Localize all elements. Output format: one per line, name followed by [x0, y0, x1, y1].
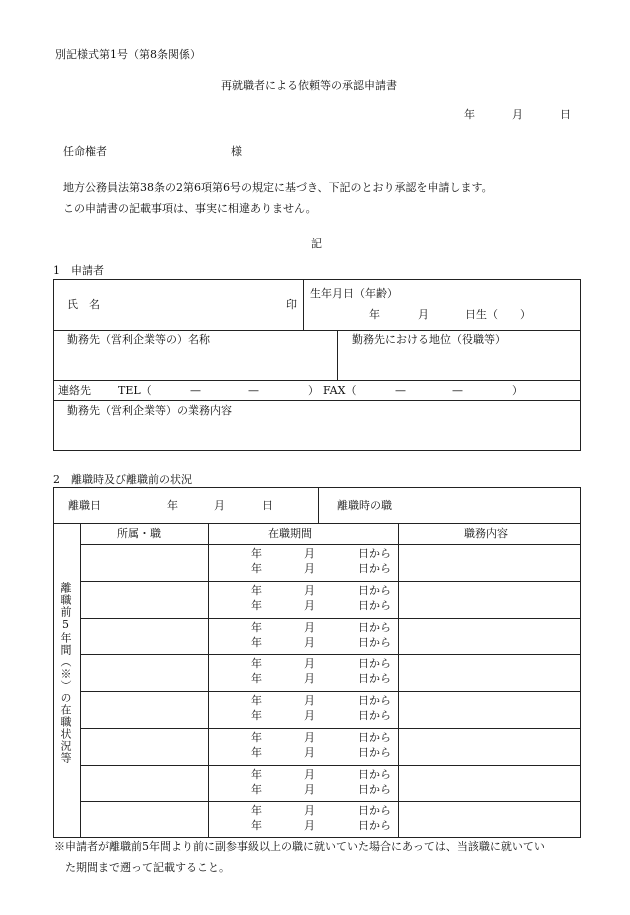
period-year-label: 年 [251, 730, 262, 744]
period-from-label: 日から [358, 672, 391, 686]
period-month-label: 月 [304, 635, 315, 649]
ki-label: 記 [311, 237, 322, 250]
period-from-label: 日から [358, 620, 391, 634]
period-from-label: 日から [358, 782, 391, 796]
period-from-label: 日から [358, 547, 391, 560]
retire-year-label: 年 [167, 499, 178, 512]
fax-label: FAX（ [323, 384, 357, 397]
period-month-label: 月 [304, 583, 315, 597]
tel-label: TEL（ [118, 384, 152, 397]
form-title: 再就職者による依頼等の承認申請書 [221, 79, 397, 92]
period-year-label: 年 [251, 709, 262, 722]
birth-year-label: 年 [369, 308, 380, 321]
period-year-label: 年 [251, 694, 262, 707]
period-from-label: 日から [358, 745, 391, 759]
period-month-label: 月 [304, 745, 315, 759]
name-label: 氏 名 [67, 298, 100, 311]
period-month-label: 月 [304, 657, 315, 671]
period-month-label: 月 [304, 730, 315, 744]
period-year-label: 年 [251, 583, 262, 597]
retire-date-label: 離職日 [68, 499, 101, 512]
period-month-label: 月 [304, 782, 315, 796]
period-from-label: 日から [358, 635, 391, 649]
retire-position-label: 離職時の職 [337, 499, 392, 512]
intro-line-2: この申請書の記載事項は、事実に相違ありません。 [63, 202, 317, 215]
period-year-label: 年 [251, 657, 262, 671]
col-period-header: 在職期間 [268, 527, 312, 540]
addressee-honorific: 様 [231, 145, 242, 158]
period-year-label: 年 [251, 782, 262, 796]
period-from-label: 日から [358, 767, 391, 781]
applicant-table [53, 279, 581, 451]
period-month-label: 月 [304, 620, 315, 634]
tel-close: ） [308, 384, 319, 397]
col-affiliation-header: 所属・職 [117, 527, 161, 540]
employer-name-label: 勤務先（営利企業等の）名称 [67, 333, 210, 346]
section1-heading: 1 申請者 [53, 264, 104, 277]
fax-dash-2: — [452, 384, 463, 397]
tel-dash-2: — [248, 384, 259, 397]
period-from-label: 日から [358, 804, 391, 818]
period-year-label: 年 [251, 635, 262, 649]
period-from-label: 日から [358, 694, 391, 707]
period-year-label: 年 [251, 745, 262, 759]
period-month-label: 月 [304, 562, 315, 575]
period-from-label: 日から [358, 819, 391, 833]
section2-heading: 2 離職時及び離職前の状況 [53, 473, 192, 486]
col-duties-header: 職務内容 [464, 527, 508, 540]
contact-label: 連絡先 [58, 384, 91, 397]
birth-label: 生年月日（年齢） [310, 287, 398, 300]
date-day-label: 日 [560, 108, 571, 121]
period-from-label: 日から [358, 709, 391, 722]
fax-close: ） [512, 384, 523, 397]
retire-day-label: 日 [262, 499, 273, 512]
seal-mark: 印 [286, 298, 297, 311]
period-month-label: 月 [304, 598, 315, 612]
fax-dash-1: — [395, 384, 406, 397]
period-month-label: 月 [304, 694, 315, 707]
period-year-label: 年 [251, 547, 262, 560]
retire-month-label: 月 [214, 499, 225, 512]
period-month-label: 月 [304, 547, 315, 560]
birth-day-label: 日生（ ） [465, 308, 531, 321]
period-month-label: 月 [304, 672, 315, 686]
date-month-label: 月 [512, 108, 523, 121]
period-from-label: 日から [358, 562, 391, 575]
intro-line-1: 地方公務員法第38条の2第6項第6号の規定に基づき、下記のとおり承認を申請します。 [63, 181, 493, 194]
period-from-label: 日から [358, 657, 391, 671]
addressee-label: 任命権者 [63, 145, 107, 158]
tel-dash-1: — [190, 384, 201, 397]
period-month-label: 月 [304, 819, 315, 833]
period-year-label: 年 [251, 767, 262, 781]
period-year-label: 年 [251, 819, 262, 833]
date-year-label: 年 [464, 108, 475, 121]
period-from-label: 日から [358, 598, 391, 612]
period-month-label: 月 [304, 767, 315, 781]
period-from-label: 日から [358, 583, 391, 597]
footnote-line-2: た期間まで遡って記載すること。 [65, 861, 230, 874]
period-year-label: 年 [251, 672, 262, 686]
period-month-label: 月 [304, 804, 315, 818]
business-label: 勤務先（営利企業等）の業務内容 [67, 404, 232, 417]
period-year-label: 年 [251, 620, 262, 634]
history-vertical-label: 離職前5年間（※）の在職状況等 [59, 582, 72, 764]
period-month-label: 月 [304, 709, 315, 722]
period-year-label: 年 [251, 598, 262, 612]
period-year-label: 年 [251, 562, 262, 575]
footnote-line-1: ※申請者が離職前5年間より前に副参事級以上の職に就いていた場合にあっては、当該職に就いてい [54, 840, 545, 853]
period-year-label: 年 [251, 804, 262, 818]
form-number: 別記様式第1号（第8条関係） [55, 48, 201, 61]
birth-month-label: 月 [418, 308, 429, 321]
employer-position-label: 勤務先における地位（役職等） [352, 333, 506, 346]
period-from-label: 日から [358, 730, 391, 744]
